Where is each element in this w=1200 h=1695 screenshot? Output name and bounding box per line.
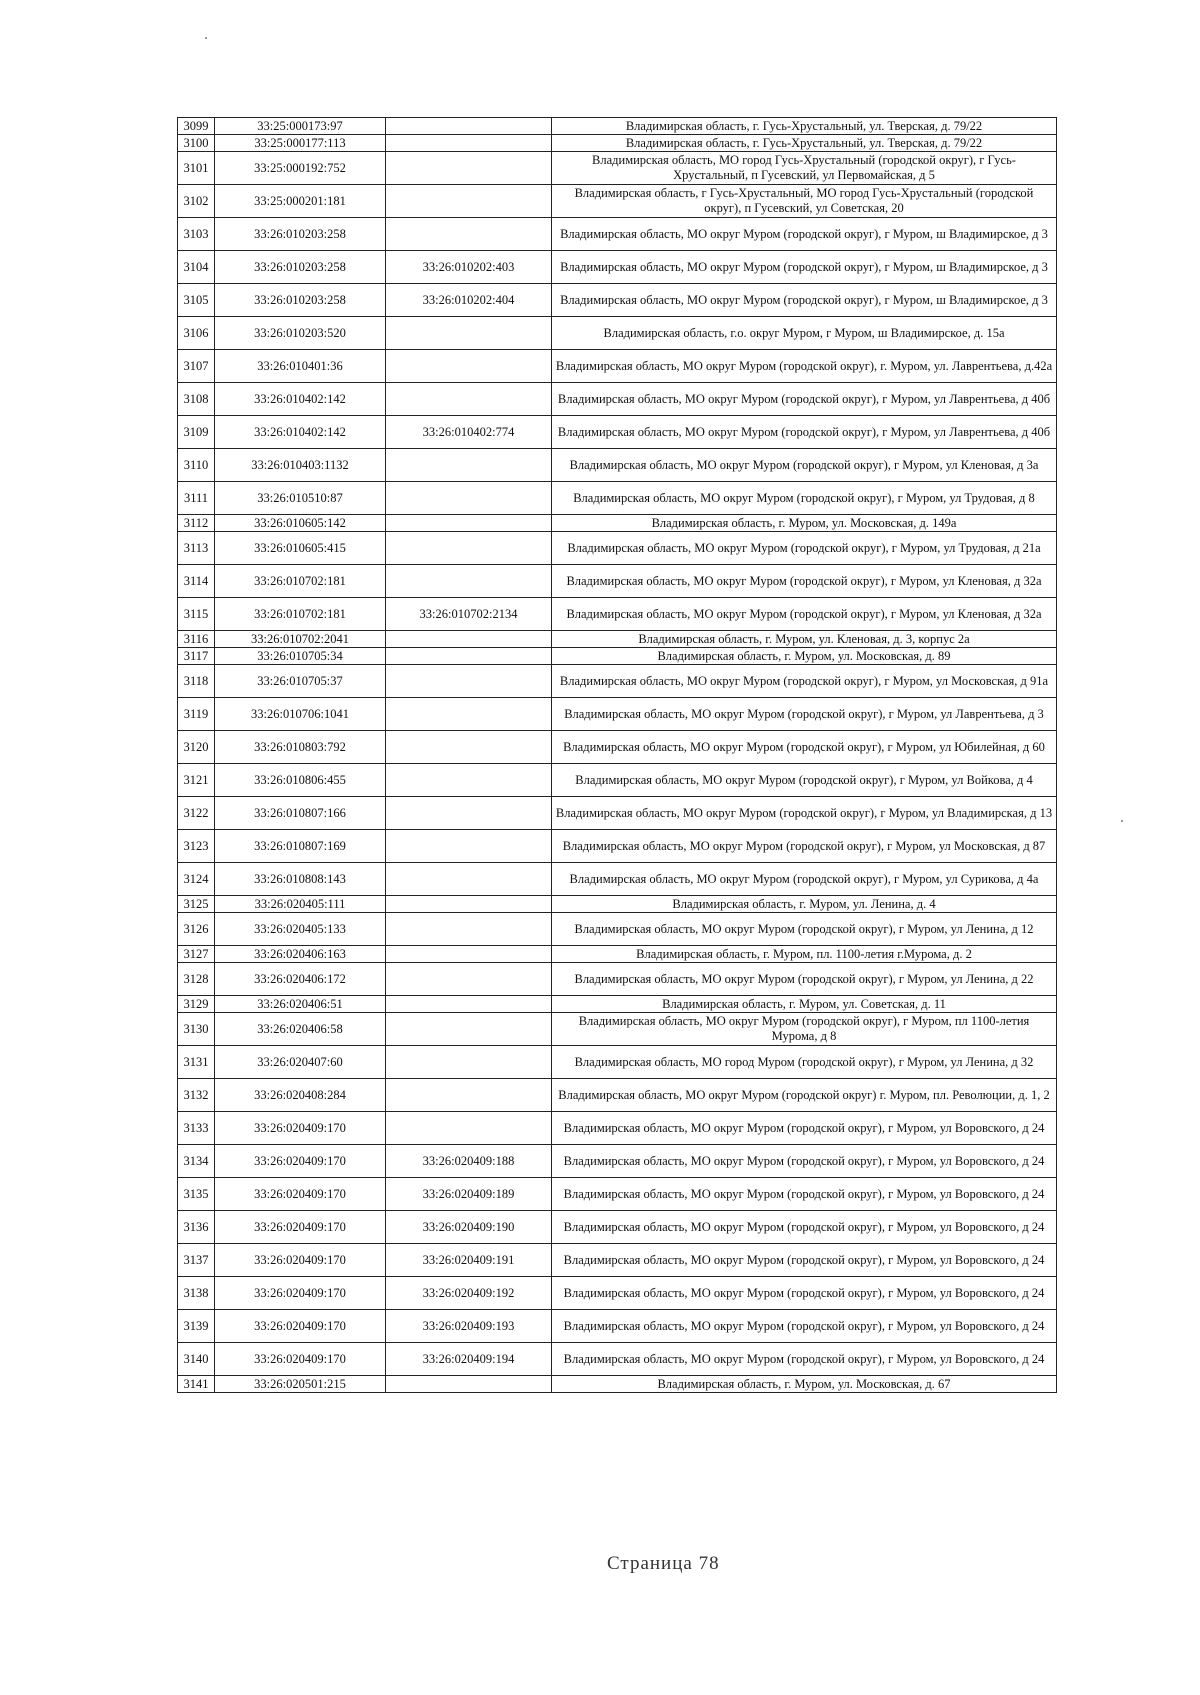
table-row bbox=[178, 698, 1057, 731]
table-row bbox=[178, 482, 1057, 515]
sub-cadastral-number bbox=[386, 863, 552, 896]
sub-cadastral-number bbox=[386, 963, 552, 996]
table-row bbox=[178, 152, 1057, 185]
row-number: 3121 bbox=[178, 764, 215, 797]
row-number: 3116 bbox=[178, 631, 215, 648]
table-row bbox=[178, 317, 1057, 350]
table-row bbox=[178, 598, 1057, 631]
sub-cadastral-number bbox=[386, 118, 552, 135]
address-cell: Владимирская область, МО округ Муром (городской округ), г Муром, ул Лаврентьева, д 40б bbox=[552, 383, 1057, 416]
table-row bbox=[178, 251, 1057, 284]
row-number: 3125 bbox=[178, 896, 215, 913]
cadastral-number: 33:26:020408:284 bbox=[215, 1079, 386, 1112]
table-row bbox=[178, 1112, 1057, 1145]
row-number: 3106 bbox=[178, 317, 215, 350]
address-cell: Владимирская область, г. Гусь-Хрустальный, ул. Тверская, д. 79/22 bbox=[552, 118, 1057, 135]
sub-cadastral-number: 33:26:020409:191 bbox=[386, 1244, 552, 1277]
table-row bbox=[178, 449, 1057, 482]
table-row bbox=[178, 731, 1057, 764]
sub-cadastral-number bbox=[386, 1046, 552, 1079]
cadastral-number: 33:26:010203:258 bbox=[215, 284, 386, 317]
cadastral-number: 33:26:020406:58 bbox=[215, 1013, 386, 1046]
address-cell: Владимирская область, г. Муром, ул. Кленовая, д. 3, корпус 2а bbox=[552, 631, 1057, 648]
row-number: 3130 bbox=[178, 1013, 215, 1046]
row-number: 3126 bbox=[178, 913, 215, 946]
address-cell: Владимирская область, г. Гусь-Хрустальный, ул. Тверская, д. 79/22 bbox=[552, 135, 1057, 152]
table-row bbox=[178, 665, 1057, 698]
address-cell: Владимирская область, МО округ Муром (городской округ), г Муром, ул Юбилейная, д 60 bbox=[552, 731, 1057, 764]
table-row bbox=[178, 118, 1057, 135]
address-cell: Владимирская область, МО округ Муром (городской округ) г. Муром, пл. Революции, д. 1, 2 bbox=[552, 1079, 1057, 1112]
table-row bbox=[178, 565, 1057, 598]
sub-cadastral-number bbox=[386, 648, 552, 665]
cadastral-number: 33:26:010203:520 bbox=[215, 317, 386, 350]
table-row bbox=[178, 218, 1057, 251]
registry-table bbox=[177, 117, 1057, 1393]
address-cell: Владимирская область, МО округ Муром (городской округ), г Муром, ул Войкова, д 4 bbox=[552, 764, 1057, 797]
row-number: 3108 bbox=[178, 383, 215, 416]
sub-cadastral-number: 33:26:010402:774 bbox=[386, 416, 552, 449]
address-cell: Владимирская область, г. Муром, ул. Ленина, д. 4 bbox=[552, 896, 1057, 913]
cadastral-number: 33:26:010401:36 bbox=[215, 350, 386, 383]
address-cell: Владимирская область, МО округ Муром (городской округ), г Муром, ул Кленовая, д 32а bbox=[552, 598, 1057, 631]
cadastral-number: 33:26:020409:170 bbox=[215, 1178, 386, 1211]
cadastral-number: 33:26:010706:1041 bbox=[215, 698, 386, 731]
sub-cadastral-number: 33:26:020409:193 bbox=[386, 1310, 552, 1343]
table-row bbox=[178, 1145, 1057, 1178]
sub-cadastral-number: 33:26:010702:2134 bbox=[386, 598, 552, 631]
row-number: 3138 bbox=[178, 1277, 215, 1310]
sub-cadastral-number bbox=[386, 731, 552, 764]
sub-cadastral-number bbox=[386, 152, 552, 185]
address-cell: Владимирская область, МО округ Муром (городской округ), г Муром, пл 1100-летия Мурома, д 8 bbox=[552, 1013, 1057, 1046]
sub-cadastral-number bbox=[386, 565, 552, 598]
row-number: 3128 bbox=[178, 963, 215, 996]
address-cell: Владимирская область, МО округ Муром (городской округ), г Муром, ул Воровского, д 24 bbox=[552, 1310, 1057, 1343]
address-cell: Владимирская область, МО округ Муром (городской округ), г Муром, ул Трудовая, д 8 bbox=[552, 482, 1057, 515]
address-cell: Владимирская область, МО округ Муром (городской округ), г Муром, ул Лаврентьева, д 40б bbox=[552, 416, 1057, 449]
sub-cadastral-number: 33:26:020409:189 bbox=[386, 1178, 552, 1211]
row-number: 3099 bbox=[178, 118, 215, 135]
table-row bbox=[178, 1211, 1057, 1244]
sub-cadastral-number: 33:26:020409:194 bbox=[386, 1343, 552, 1376]
table-row bbox=[178, 863, 1057, 896]
sub-cadastral-number: 33:26:020409:188 bbox=[386, 1145, 552, 1178]
table-row bbox=[178, 1376, 1057, 1393]
row-number: 3140 bbox=[178, 1343, 215, 1376]
address-cell: Владимирская область, МО округ Муром (городской округ), г Муром, ул Сурикова, д 4а bbox=[552, 863, 1057, 896]
cadastral-number: 33:25:000177:113 bbox=[215, 135, 386, 152]
row-number: 3104 bbox=[178, 251, 215, 284]
row-number: 3118 bbox=[178, 665, 215, 698]
cadastral-number: 33:26:020406:172 bbox=[215, 963, 386, 996]
sub-cadastral-number bbox=[386, 1376, 552, 1393]
table-row bbox=[178, 797, 1057, 830]
sub-cadastral-number bbox=[386, 764, 552, 797]
row-number: 3136 bbox=[178, 1211, 215, 1244]
table-row bbox=[178, 963, 1057, 996]
address-cell: Владимирская область, МО округ Муром (городской округ), г Муром, ул Воровского, д 24 bbox=[552, 1112, 1057, 1145]
row-number: 3114 bbox=[178, 565, 215, 598]
cadastral-number: 33:25:000192:752 bbox=[215, 152, 386, 185]
sub-cadastral-number bbox=[386, 913, 552, 946]
address-cell: Владимирская область, МО округ Муром (городской округ), г Муром, ул Воровского, д 24 bbox=[552, 1211, 1057, 1244]
sub-cadastral-number bbox=[386, 665, 552, 698]
address-cell: Владимирская область, МО округ Муром (городской округ), г Муром, ул Воровского, д 24 bbox=[552, 1277, 1057, 1310]
cadastral-number: 33:26:020501:215 bbox=[215, 1376, 386, 1393]
address-cell: Владимирская область, МО город Муром (городской округ), г Муром, ул Ленина, д 32 bbox=[552, 1046, 1057, 1079]
address-cell: Владимирская область, г. Муром, ул. Московская, д. 89 bbox=[552, 648, 1057, 665]
row-number: 3111 bbox=[178, 482, 215, 515]
cadastral-number: 33:26:020405:111 bbox=[215, 896, 386, 913]
address-cell: Владимирская область, г. Муром, ул. Московская, д. 67 bbox=[552, 1376, 1057, 1393]
address-cell: Владимирская область, МО округ Муром (городской округ), г Муром, ул Кленовая, д 3а bbox=[552, 449, 1057, 482]
sub-cadastral-number bbox=[386, 383, 552, 416]
cadastral-number: 33:26:010705:34 bbox=[215, 648, 386, 665]
row-number: 3124 bbox=[178, 863, 215, 896]
address-cell: Владимирская область, МО округ Муром (городской округ), г Муром, ул Трудовая, д 21а bbox=[552, 532, 1057, 565]
table-row bbox=[178, 764, 1057, 797]
cadastral-number: 33:26:010203:258 bbox=[215, 218, 386, 251]
sub-cadastral-number bbox=[386, 797, 552, 830]
sub-cadastral-number bbox=[386, 1079, 552, 1112]
address-cell: Владимирская область, МО округ Муром (городской округ), г Муром, ул Кленовая, д 32а bbox=[552, 565, 1057, 598]
cadastral-number: 33:26:010402:142 bbox=[215, 383, 386, 416]
sub-cadastral-number bbox=[386, 996, 552, 1013]
row-number: 3117 bbox=[178, 648, 215, 665]
row-number: 3127 bbox=[178, 946, 215, 963]
address-cell: Владимирская область, МО округ Муром (городской округ), г Муром, ул Ленина, д 12 bbox=[552, 913, 1057, 946]
cadastral-number: 33:26:020409:170 bbox=[215, 1277, 386, 1310]
registry-sheet bbox=[177, 117, 1057, 1393]
cadastral-number: 33:26:010807:169 bbox=[215, 830, 386, 863]
cadastral-number: 33:26:020405:133 bbox=[215, 913, 386, 946]
table-row bbox=[178, 896, 1057, 913]
table-row bbox=[178, 648, 1057, 665]
row-number: 3134 bbox=[178, 1145, 215, 1178]
cadastral-number: 33:25:000201:181 bbox=[215, 185, 386, 218]
address-cell: Владимирская область, МО округ Муром (городской округ), г Муром, ул Воровского, д 24 bbox=[552, 1244, 1057, 1277]
address-cell: Владимирская область, МО округ Муром (городской округ), г Муром, ул Лаврентьева, д 3 bbox=[552, 698, 1057, 731]
row-number: 3110 bbox=[178, 449, 215, 482]
row-number: 3102 bbox=[178, 185, 215, 218]
row-number: 3105 bbox=[178, 284, 215, 317]
cadastral-number: 33:26:020407:60 bbox=[215, 1046, 386, 1079]
scan-speck bbox=[205, 37, 207, 39]
cadastral-number: 33:26:010803:792 bbox=[215, 731, 386, 764]
table-row bbox=[178, 284, 1057, 317]
cadastral-number: 33:26:010702:181 bbox=[215, 598, 386, 631]
row-number: 3137 bbox=[178, 1244, 215, 1277]
row-number: 3139 bbox=[178, 1310, 215, 1343]
address-cell: Владимирская область, МО округ Муром (городской округ), г Муром, ул Московская, д 91а bbox=[552, 665, 1057, 698]
sub-cadastral-number bbox=[386, 631, 552, 648]
table-row bbox=[178, 135, 1057, 152]
cadastral-number: 33:26:010510:87 bbox=[215, 482, 386, 515]
table-row bbox=[178, 532, 1057, 565]
table-row bbox=[178, 946, 1057, 963]
row-number: 3103 bbox=[178, 218, 215, 251]
table-row bbox=[178, 416, 1057, 449]
cadastral-number: 33:26:020409:170 bbox=[215, 1343, 386, 1376]
cadastral-number: 33:26:010402:142 bbox=[215, 416, 386, 449]
cadastral-number: 33:26:010808:143 bbox=[215, 863, 386, 896]
registry-body bbox=[178, 118, 1057, 1393]
address-cell: Владимирская область, г Гусь-Хрустальный, МО город Гусь-Хрустальный (городской округ), п Гусевский, ул Советская, 20 bbox=[552, 185, 1057, 218]
cadastral-number: 33:26:010807:166 bbox=[215, 797, 386, 830]
cadastral-number: 33:26:010605:415 bbox=[215, 532, 386, 565]
cadastral-number: 33:26:020409:170 bbox=[215, 1112, 386, 1145]
cadastral-number: 33:26:010203:258 bbox=[215, 251, 386, 284]
sub-cadastral-number bbox=[386, 1112, 552, 1145]
sub-cadastral-number bbox=[386, 830, 552, 863]
sub-cadastral-number bbox=[386, 449, 552, 482]
address-cell: Владимирская область, г. Муром, пл. 1100-летия г.Мурома, д. 2 bbox=[552, 946, 1057, 963]
sub-cadastral-number: 33:26:010202:404 bbox=[386, 284, 552, 317]
table-row bbox=[178, 383, 1057, 416]
table-row bbox=[178, 1277, 1057, 1310]
sub-cadastral-number bbox=[386, 218, 552, 251]
row-number: 3113 bbox=[178, 532, 215, 565]
cadastral-number: 33:26:020409:170 bbox=[215, 1145, 386, 1178]
cadastral-number: 33:26:010702:2041 bbox=[215, 631, 386, 648]
cadastral-number: 33:26:010403:1132 bbox=[215, 449, 386, 482]
address-cell: Владимирская область, МО округ Муром (городской округ), г Муром, ул Ленина, д 22 bbox=[552, 963, 1057, 996]
sub-cadastral-number bbox=[386, 482, 552, 515]
cadastral-number: 33:26:020406:163 bbox=[215, 946, 386, 963]
table-row bbox=[178, 350, 1057, 383]
address-cell: Владимирская область, МО округ Муром (городской округ), г Муром, ш Владимирское, д 3 bbox=[552, 284, 1057, 317]
row-number: 3115 bbox=[178, 598, 215, 631]
table-row bbox=[178, 515, 1057, 532]
sub-cadastral-number: 33:26:010202:403 bbox=[386, 251, 552, 284]
sub-cadastral-number bbox=[386, 350, 552, 383]
table-row bbox=[178, 1013, 1057, 1046]
cadastral-number: 33:26:020409:170 bbox=[215, 1244, 386, 1277]
address-cell: Владимирская область, МО округ Муром (городской округ), г. Муром, ул. Лаврентьева, д.42а bbox=[552, 350, 1057, 383]
address-cell: Владимирская область, МО округ Муром (городской округ), г Муром, ул Владимирская, д 13 bbox=[552, 797, 1057, 830]
row-number: 3120 bbox=[178, 731, 215, 764]
address-cell: Владимирская область, г.о. округ Муром, г Муром, ш Владимирское, д. 15а bbox=[552, 317, 1057, 350]
table-row bbox=[178, 913, 1057, 946]
row-number: 3122 bbox=[178, 797, 215, 830]
sub-cadastral-number bbox=[386, 532, 552, 565]
cadastral-number: 33:26:010705:37 bbox=[215, 665, 386, 698]
table-row bbox=[178, 1178, 1057, 1211]
table-row bbox=[178, 185, 1057, 218]
sub-cadastral-number bbox=[386, 185, 552, 218]
table-row bbox=[178, 1310, 1057, 1343]
address-cell: Владимирская область, МО округ Муром (городской округ), г Муром, ул Воровского, д 24 bbox=[552, 1145, 1057, 1178]
address-cell: Владимирская область, г. Муром, ул. Московская, д. 149а bbox=[552, 515, 1057, 532]
sub-cadastral-number: 33:26:020409:190 bbox=[386, 1211, 552, 1244]
cadastral-number: 33:26:010702:181 bbox=[215, 565, 386, 598]
row-number: 3119 bbox=[178, 698, 215, 731]
address-cell: Владимирская область, МО округ Муром (городской округ), г Муром, ул Воровского, д 24 bbox=[552, 1178, 1057, 1211]
table-row bbox=[178, 1343, 1057, 1376]
address-cell: Владимирская область, МО округ Муром (городской округ), г Муром, ул Воровского, д 24 bbox=[552, 1343, 1057, 1376]
row-number: 3100 bbox=[178, 135, 215, 152]
table-row bbox=[178, 1046, 1057, 1079]
row-number: 3112 bbox=[178, 515, 215, 532]
address-cell: Владимирская область, МО округ Муром (городской округ), г Муром, ул Московская, д 87 bbox=[552, 830, 1057, 863]
address-cell: Владимирская область, МО округ Муром (городской округ), г Муром, ш Владимирское, д 3 bbox=[552, 218, 1057, 251]
cadastral-number: 33:26:010806:455 bbox=[215, 764, 386, 797]
row-number: 3123 bbox=[178, 830, 215, 863]
cadastral-number: 33:26:020409:170 bbox=[215, 1211, 386, 1244]
cadastral-number: 33:26:010605:142 bbox=[215, 515, 386, 532]
row-number: 3132 bbox=[178, 1079, 215, 1112]
address-cell: Владимирская область, г. Муром, ул. Советская, д. 11 bbox=[552, 996, 1057, 1013]
address-cell: Владимирская область, МО город Гусь-Хрустальный (городской округ), г Гусь-Хрустальный, п Гусевский, ул Первомайская, д 5 bbox=[552, 152, 1057, 185]
row-number: 3129 bbox=[178, 996, 215, 1013]
scan-speck bbox=[1121, 820, 1123, 822]
sub-cadastral-number bbox=[386, 135, 552, 152]
sub-cadastral-number bbox=[386, 1013, 552, 1046]
address-cell: Владимирская область, МО округ Муром (городской округ), г Муром, ш Владимирское, д 3 bbox=[552, 251, 1057, 284]
row-number: 3131 bbox=[178, 1046, 215, 1079]
cadastral-number: 33:26:020409:170 bbox=[215, 1310, 386, 1343]
row-number: 3107 bbox=[178, 350, 215, 383]
table-row bbox=[178, 631, 1057, 648]
page-number: Страница 78 bbox=[607, 1553, 720, 1574]
sub-cadastral-number bbox=[386, 698, 552, 731]
sub-cadastral-number bbox=[386, 317, 552, 350]
row-number: 3133 bbox=[178, 1112, 215, 1145]
sub-cadastral-number bbox=[386, 896, 552, 913]
sub-cadastral-number bbox=[386, 946, 552, 963]
sub-cadastral-number: 33:26:020409:192 bbox=[386, 1277, 552, 1310]
cadastral-number: 33:26:020406:51 bbox=[215, 996, 386, 1013]
table-row bbox=[178, 1244, 1057, 1277]
row-number: 3109 bbox=[178, 416, 215, 449]
table-row bbox=[178, 830, 1057, 863]
cadastral-number: 33:25:000173:97 bbox=[215, 118, 386, 135]
row-number: 3141 bbox=[178, 1376, 215, 1393]
table-row bbox=[178, 996, 1057, 1013]
table-row bbox=[178, 1079, 1057, 1112]
row-number: 3101 bbox=[178, 152, 215, 185]
sub-cadastral-number bbox=[386, 515, 552, 532]
row-number: 3135 bbox=[178, 1178, 215, 1211]
